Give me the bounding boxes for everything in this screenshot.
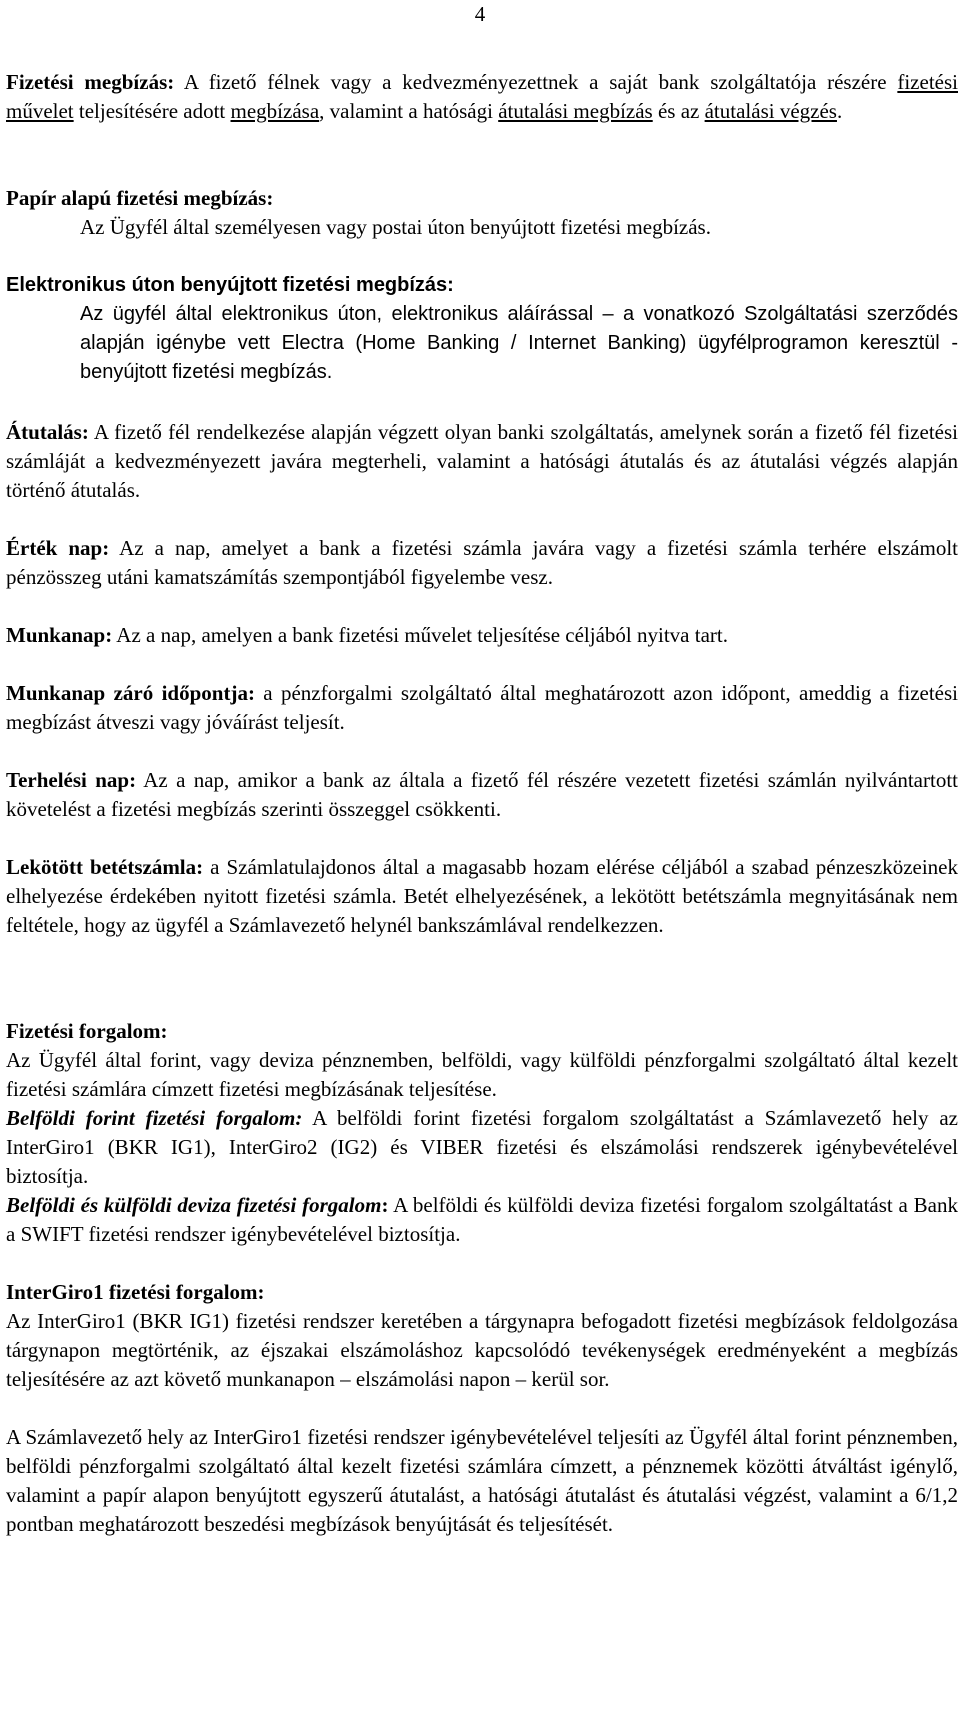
definition-munkanap: Munkanap: Az a nap, amelyen a bank fizetési művelet teljesítése céljából nyitva tart.: [6, 623, 728, 647]
heading-elektronikus: Elektronikus úton benyújtott fizetési megbízás:: [6, 274, 454, 296]
definition-atutalas: Átutalás: A fizető fél rendelkezése alapján végzett olyan banki szolgáltatás, amelynek során a fizető fél fizetési számláját a kedvezményezett javára megterheli, valamint a hatósági átutalás és az átutalási végzés alapján történő átutalás.: [6, 420, 958, 502]
text-elektronikus: Az ügyfél által elektronikus úton, elektronikus aláírással – a vonatkozó Szolgáltatási szerződés alapján igénybe vett Electra (Home Banking / Internet Banking) ügyfélprogramon keresztül - benyújtott fizetési megbízás.: [80, 303, 958, 383]
definition-deviza-forgalom: Belföldi és külföldi deviza fizetési forgalom: A belföldi és külföldi deviza fizetési forgalom szolgáltatást a Bank a SWIFT fizetési rendszer igénybevételével biztosítja.: [6, 1193, 958, 1246]
text-intergiro1-1: Az InterGiro1 (BKR IG1) fizetési rendszer keretében a tárgynapra befogadott fizetési megbízások feldolgozása tárgynapon megtörténik, az éjszakai elszámoláshoz kapcsolódó tevékenységek eredményeként a megbízás teljesítésére az azt követő munkanapon – elszámolási napon – kerül sor.: [6, 1309, 958, 1391]
definition-munkanap-zaro-idopontja: Munkanap záró időpontja: a pénzforgalmi szolgáltató által meghatározott azon időpont, ameddig a fizetési megbízást átveszi vagy jóváírást teljesít.: [6, 681, 958, 734]
definition-fizetesi-megbizas: Fizetési megbízás: A fizető félnek vagy a kedvezményezettnek a saját bank szolgáltatója részére fizetési művelet teljesítésére adott megbízása, valamint a hatósági átutalási megbízás és az átutalási végzés.: [6, 70, 958, 123]
term: Fizetési megbízás:: [6, 70, 175, 94]
definition-terhelesi-nap: Terhelési nap: Az a nap, amikor a bank az általa a fizető fél részére vezetett fizetési számlán nyilvántartott követelést a fizetési megbízás szerinti összeggel csökkenti.: [6, 768, 959, 821]
page-number: 4: [474, 2, 486, 26]
heading-fizetesi-forgalom: Fizetési forgalom:: [6, 1019, 168, 1043]
definition-ertek-nap: Érték nap: Az a nap, amelyet a bank a fizetési számla javára vagy a fizetési számla terhére elszámolt pénzösszeg utáni kamatszámítás szempontjából figyelembe vesz.: [6, 536, 958, 589]
definition-belfoldi-forint: Belföldi forint fizetési forgalom: A belföldi forint fizetési forgalom szolgáltatást a Számlavezető hely az InterGiro1 (BKR IG1), InterGiro2 (IG2) és VIBER fizetési és elszámolási rendszerek igénybevételével biztosítja.: [6, 1106, 958, 1188]
text-intergiro1-2: A Számlavezető hely az InterGiro1 fizetési rendszer igénybevételével teljesíti az Ügyfél által forint pénznemben, belföldi pénzforgalmi szolgáltató által kezelt fizetési számlára címzett, a pénznemek közötti átváltást igénylő, valamint a papír alapon benyújtott egyszerű átutalást, a hatósági átutalást és átutalási végzést, valamint a 6/1,2 pontban meghatározott beszedési megbízások benyújtását és teljesítését.: [6, 1425, 958, 1536]
heading-papir-alapu: Papír alapú fizetési megbízás:: [6, 186, 274, 210]
definition-lekotott-betetszamla: Lekötött betétszámla: a Számlatulajdonos által a magasabb hozam elérése céljából a szabad pénzeszközeinek elhelyezése érdekében nyitott fizetési számla. Betét elhelyezésének, a lekötött betétszámla megnyitásának nem feltétele, hogy az ügyfél a Számlavezető helynél bankszámlával rendelkezzen.: [6, 855, 958, 937]
text-fizetesi-forgalom: Az Ügyfél által forint, vagy deviza pénznemben, belföldi, vagy külföldi pénzforgalmi szolgáltató által kezelt fizetési számlára címzett fizetési megbízásának teljesítése.: [6, 1048, 958, 1101]
heading-intergiro1: InterGiro1 fizetési forgalom:: [6, 1280, 265, 1304]
text-papir-alapu: Az Ügyfél által személyesen vagy postai úton benyújtott fizetési megbízás.: [80, 215, 711, 239]
